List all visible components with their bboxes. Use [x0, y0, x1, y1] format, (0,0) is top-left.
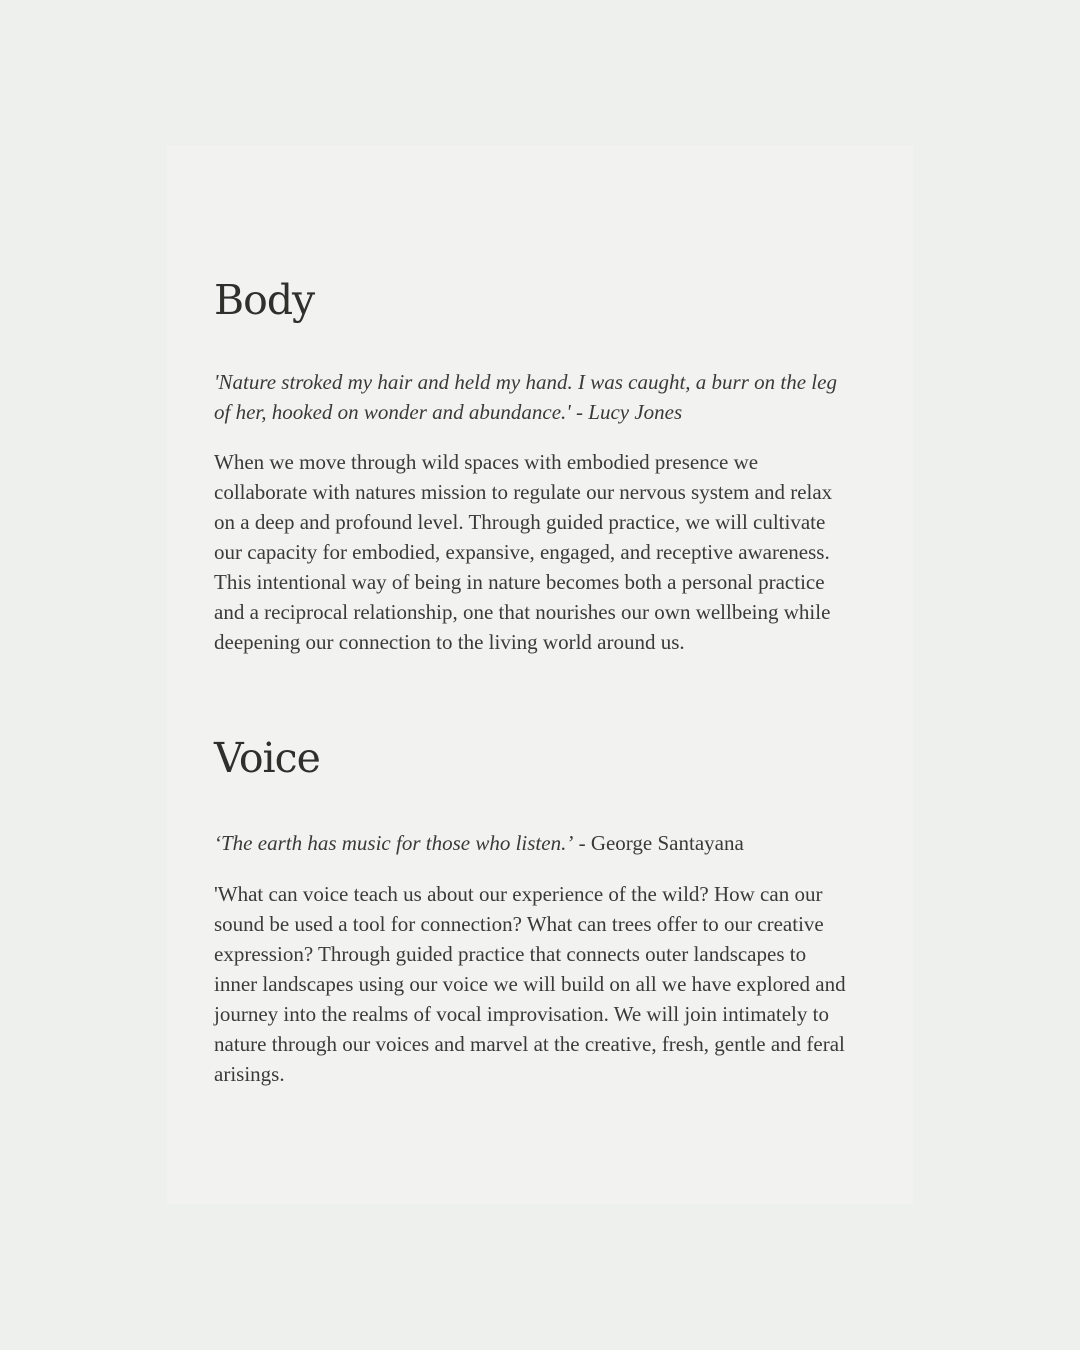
quote-voice — [214, 828, 854, 858]
section-heading-body: Body — [214, 276, 315, 324]
quote-text-body: 'Nature stroked my hair and held my hand. I was caught, a burr on the leg of her, hooked on wonder and abundance.' - Lucy Jones — [214, 370, 837, 424]
quote-body — [214, 367, 854, 427]
section-heading-voice: Voice — [214, 734, 320, 782]
content-card — [167, 146, 913, 1204]
quote-text-voice: ‘The earth has music for those who listen.’ — [214, 831, 574, 855]
quote-attribution-voice: - George Santayana — [573, 831, 744, 855]
paragraph-body: When we move through wild spaces with embodied presence we collaborate with natures mission to regulate our nervous system and relax on a deep and profound level. Through guided practice, we will cultivate our capacity for embodied, expansive, engaged, and receptive awareness. This intentional way of being in nature becomes both a personal practice and a reciprocal relationship, one that nourishes our own wellbeing while deepening our connection to the living world around us. — [214, 450, 833, 654]
paragraph-voice: 'What can voice teach us about our experience of the wild? How can our sound be used a tool for connection? What can trees offer to our creative expression? Through guided practice that connects outer landscapes to inner landscapes using our voice we will build on all we have explored and journey into the realms of vocal improvisation. We will join intimately to nature through our voices and marvel at the creative, fresh, gentle and feral arisings. — [214, 882, 846, 1086]
